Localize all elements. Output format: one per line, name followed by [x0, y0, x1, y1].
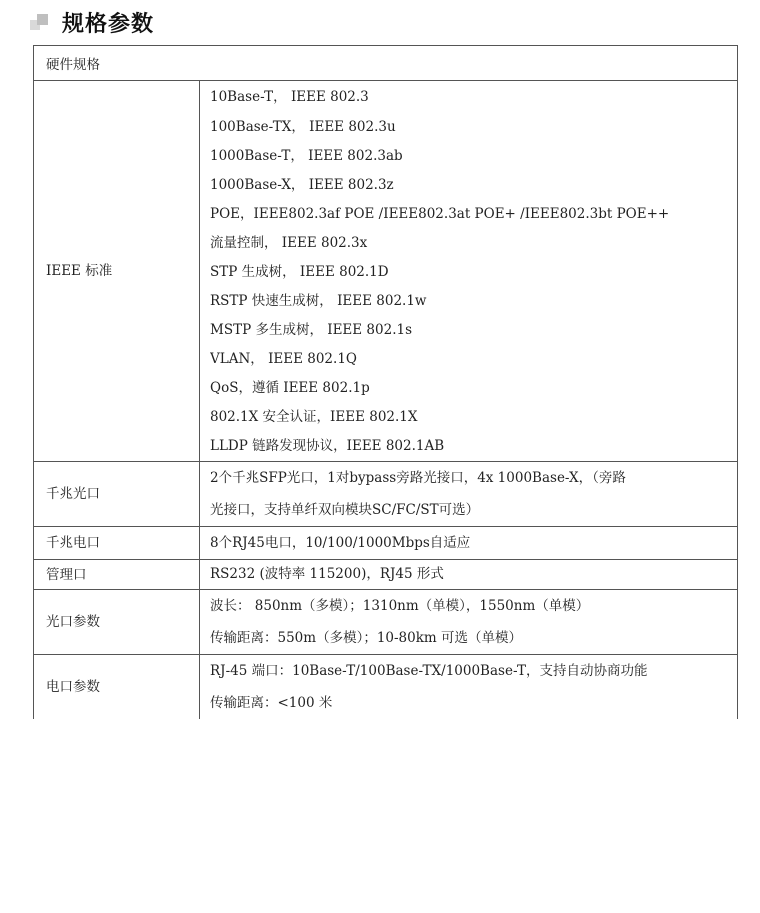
row-value — [200, 560, 738, 590]
value-line: RJ-45 端口：10Base-T/100Base-TX/1000Base-T，支持自动协商功能 — [210, 663, 648, 679]
row-label: 光口参数 — [34, 590, 200, 655]
row-label: 管理口 — [34, 560, 200, 590]
value-line: 8个RJ45电口，10/100/1000Mbps自适应 — [210, 535, 471, 551]
value-line: 10Base-T， IEEE 802.3 — [210, 89, 369, 105]
value-line: 1000Base-X， IEEE 802.3z — [210, 177, 394, 193]
table-row — [34, 81, 738, 462]
table-row — [34, 462, 738, 527]
row-label: IEEE 标准 — [34, 81, 200, 462]
section-title: 规格参数 — [62, 11, 155, 37]
value-line: VLAN， IEEE 802.1Q — [210, 351, 357, 367]
value-line: MSTP 多生成树， IEEE 802.1s — [210, 322, 413, 338]
table-row — [34, 590, 738, 655]
value-line: 802.1X 安全认证，IEEE 802.1X — [210, 409, 418, 425]
row-value — [200, 590, 738, 655]
value-line: RSTP 快速生成树， IEEE 802.1w — [210, 293, 427, 309]
table-row — [34, 527, 738, 560]
value-line: POE，IEEE802.3af POE /IEEE802.3at POE+ /IEEE802.3bt POE++ — [210, 206, 670, 222]
row-label: 千兆电口 — [34, 527, 200, 560]
row-label: 电口参数 — [34, 655, 200, 720]
row-label: 千兆光口 — [34, 462, 200, 527]
value-line: LLDP 链路发现协议，IEEE 802.1AB — [210, 438, 445, 454]
value-line: 流量控制， IEEE 802.3x — [210, 235, 368, 251]
row-value — [200, 527, 738, 560]
value-line: 2个千兆SFP光口，1对bypass旁路光接口，4x 1000Base-X，（旁路 — [210, 470, 626, 486]
table-row — [34, 655, 738, 720]
row-value — [200, 462, 738, 527]
table-header-cell: 硬件规格 — [34, 46, 738, 81]
value-line: STP 生成树， IEEE 802.1D — [210, 264, 389, 280]
row-value — [200, 81, 738, 462]
value-line: QoS，遵循 IEEE 802.1p — [210, 380, 370, 396]
square-bullet-icon — [30, 14, 48, 32]
value-line: RS232 (波特率 115200)，RJ45 形式 — [210, 566, 444, 582]
value-line: 100Base-TX， IEEE 802.3u — [210, 119, 396, 135]
value-line: 波长： 850nm（多模）；1310nm（单模），1550nm（单模） — [210, 598, 590, 614]
section-heading — [30, 4, 154, 40]
spec-table — [33, 45, 738, 719]
value-line: 光接口，支持单纤双向模块SC/FC/ST可选） — [210, 502, 480, 518]
value-line: 传输距离：550m（多模）；10-80km 可选（单模） — [210, 630, 523, 646]
row-value — [200, 655, 738, 720]
table-row — [34, 560, 738, 590]
table-header-row — [34, 46, 738, 81]
value-line: 传输距离：<100 米 — [210, 695, 333, 711]
value-line: 1000Base-T， IEEE 802.3ab — [210, 148, 403, 164]
